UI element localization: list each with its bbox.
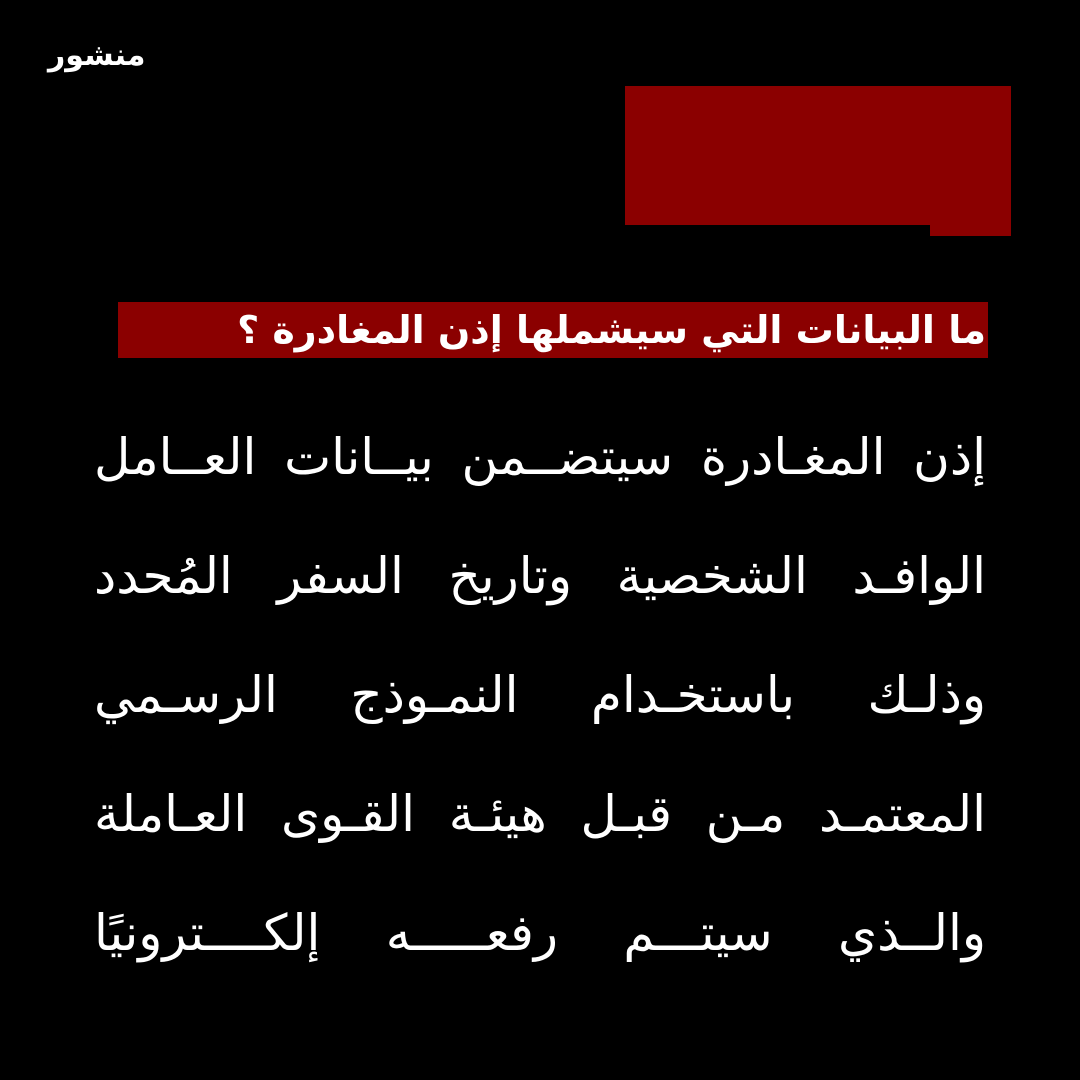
body-paragraph	[94, 398, 986, 993]
body-line-3: وذلـك باستخـدام النمـوذج الرسـمي	[94, 666, 986, 724]
body-line-2: الوافـد الشخصية وتاريخ السفر المُحدد	[94, 547, 986, 605]
brand-logo: منشور	[48, 38, 146, 73]
decorative-red-block-tab	[930, 224, 1011, 236]
headline: ما البيانات التي سيشملها إذن المغادرة ؟	[237, 308, 986, 352]
body-line-1: إذن المغـادرة سيتضــمن بيــانات العــامل	[94, 428, 986, 486]
decorative-red-block	[625, 86, 1011, 225]
body-line-5: والــذي سيتـــم رفعـــــه إلكــــترونيًا	[94, 904, 986, 962]
body-line-4: المعتمـد مـن قبـل هيئـة القـوى العـاملة	[94, 785, 986, 843]
